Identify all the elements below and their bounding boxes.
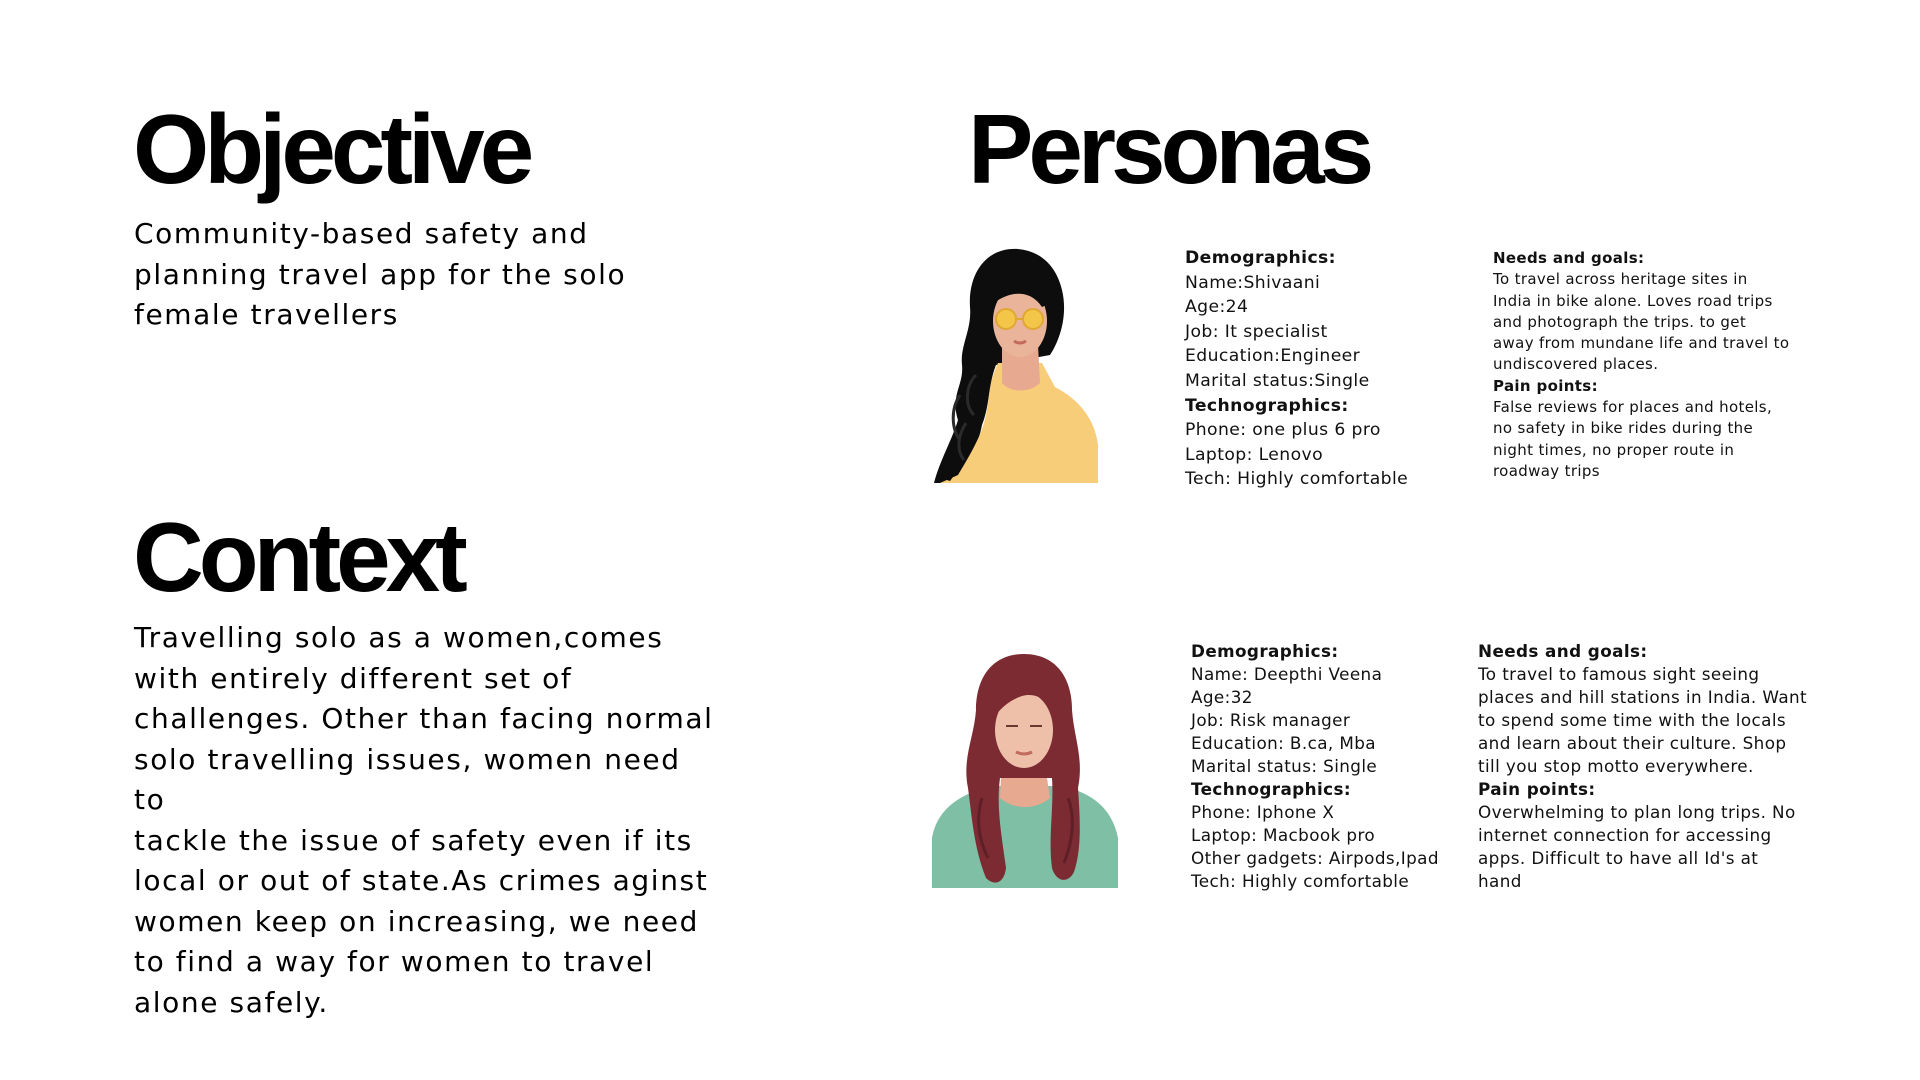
context-line: alone safely. [134,985,329,1019]
needs-line: to spend some time with the locals [1478,710,1787,730]
objective-line: female travellers [134,298,399,331]
objective-heading: Objective [133,94,530,204]
persona-age: Age:24 [1185,297,1249,318]
persona-tech-comfort: Tech: Highly comfortable [1191,871,1410,891]
persona-2-demographics [1191,640,1439,893]
persona-2-needs-and-pain-points [1478,640,1807,893]
needs-line: and photograph the trips. to get [1493,312,1747,331]
context-line: solo travelling issues, women need to [134,742,681,816]
pain-points-label: Pain points: [1478,779,1596,799]
persona-marital-status: Marital status:Single [1185,370,1370,391]
context-text [134,618,714,1023]
demographics-label: Demographics: [1191,641,1339,661]
persona-1-avatar-illustration [930,245,1100,483]
persona-tech-comfort: Tech: Highly comfortable [1185,469,1409,490]
context-line: to find a way for women to travel [134,945,655,978]
pain-line: apps. Difficult to have all Id's at [1478,848,1759,868]
objective-text [134,214,664,336]
pain-line: internet connection for accessing [1478,825,1772,845]
technographics-label: Technographics: [1191,779,1351,799]
needs-goals-label: Needs and goals: [1478,641,1648,661]
needs-line: To travel to famous sight seeing [1478,664,1760,684]
persona-laptop: Laptop: Macbook pro [1191,825,1376,845]
context-line: women keep on increasing, we need [134,904,699,938]
persona-education: Education: B.ca, Mba [1191,733,1376,753]
needs-line: and learn about their culture. Shop [1478,733,1787,753]
needs-line: undiscovered places. [1493,355,1659,374]
technographics-label: Technographics: [1185,395,1349,416]
needs-line: places and hill stations in India. Want [1478,687,1808,707]
pain-line: no safety in bike rides during the [1493,419,1754,438]
objective-line: planning travel app for the solo [134,257,627,291]
context-line: with entirely different set of [134,661,573,695]
needs-line: away from mundane life and travel to [1493,334,1790,353]
objective-line: Community-based safety and [134,217,589,250]
persona-job: Job: Risk manager [1191,710,1351,730]
persona-phone: Phone: one plus 6 pro [1185,420,1381,441]
persona-marital-status: Marital status: Single [1191,756,1378,776]
context-line: local or out of state.As crimes aginst [134,864,709,897]
pain-line: hand [1478,871,1522,891]
context-heading: Context [133,502,463,612]
persona-phone: Phone: Iphone X [1191,802,1335,822]
pain-line: Overwhelming to plan long trips. No [1478,802,1796,822]
persona-laptop: Laptop: Lenovo [1185,444,1323,465]
persona-other-gadgets: Other gadgets: Airpods,Ipad [1191,848,1439,868]
pain-line: night times, no proper route in [1493,440,1735,459]
persona-2-avatar-illustration [932,648,1118,888]
needs-goals-label: Needs and goals: [1493,249,1645,267]
persona-age: Age:32 [1191,687,1253,707]
needs-line: India in bike alone. Loves road trips [1493,291,1773,310]
context-line: tackle the issue of safety even if its [134,823,693,857]
pain-points-label: Pain points: [1493,376,1598,395]
pain-line: False reviews for places and hotels, [1493,398,1773,417]
pain-line: roadway trips [1493,461,1600,480]
persona-name: Name:Shivaani [1185,272,1321,293]
context-line: challenges. Other than facing normal [134,702,714,735]
persona-education: Education:Engineer [1185,346,1361,367]
demographics-label: Demographics: [1185,248,1336,268]
persona-name: Name: Deepthi Veena [1191,664,1383,684]
persona-1-needs-and-pain-points [1493,248,1789,482]
context-line: Travelling solo as a women,comes [134,621,664,654]
persona-job: Job: It specialist [1185,321,1328,342]
persona-1-demographics [1185,246,1408,492]
personas-heading: Personas [968,94,1370,204]
needs-line: To travel across heritage sites in [1493,270,1748,289]
needs-line: till you stop motto everywhere. [1478,756,1754,776]
